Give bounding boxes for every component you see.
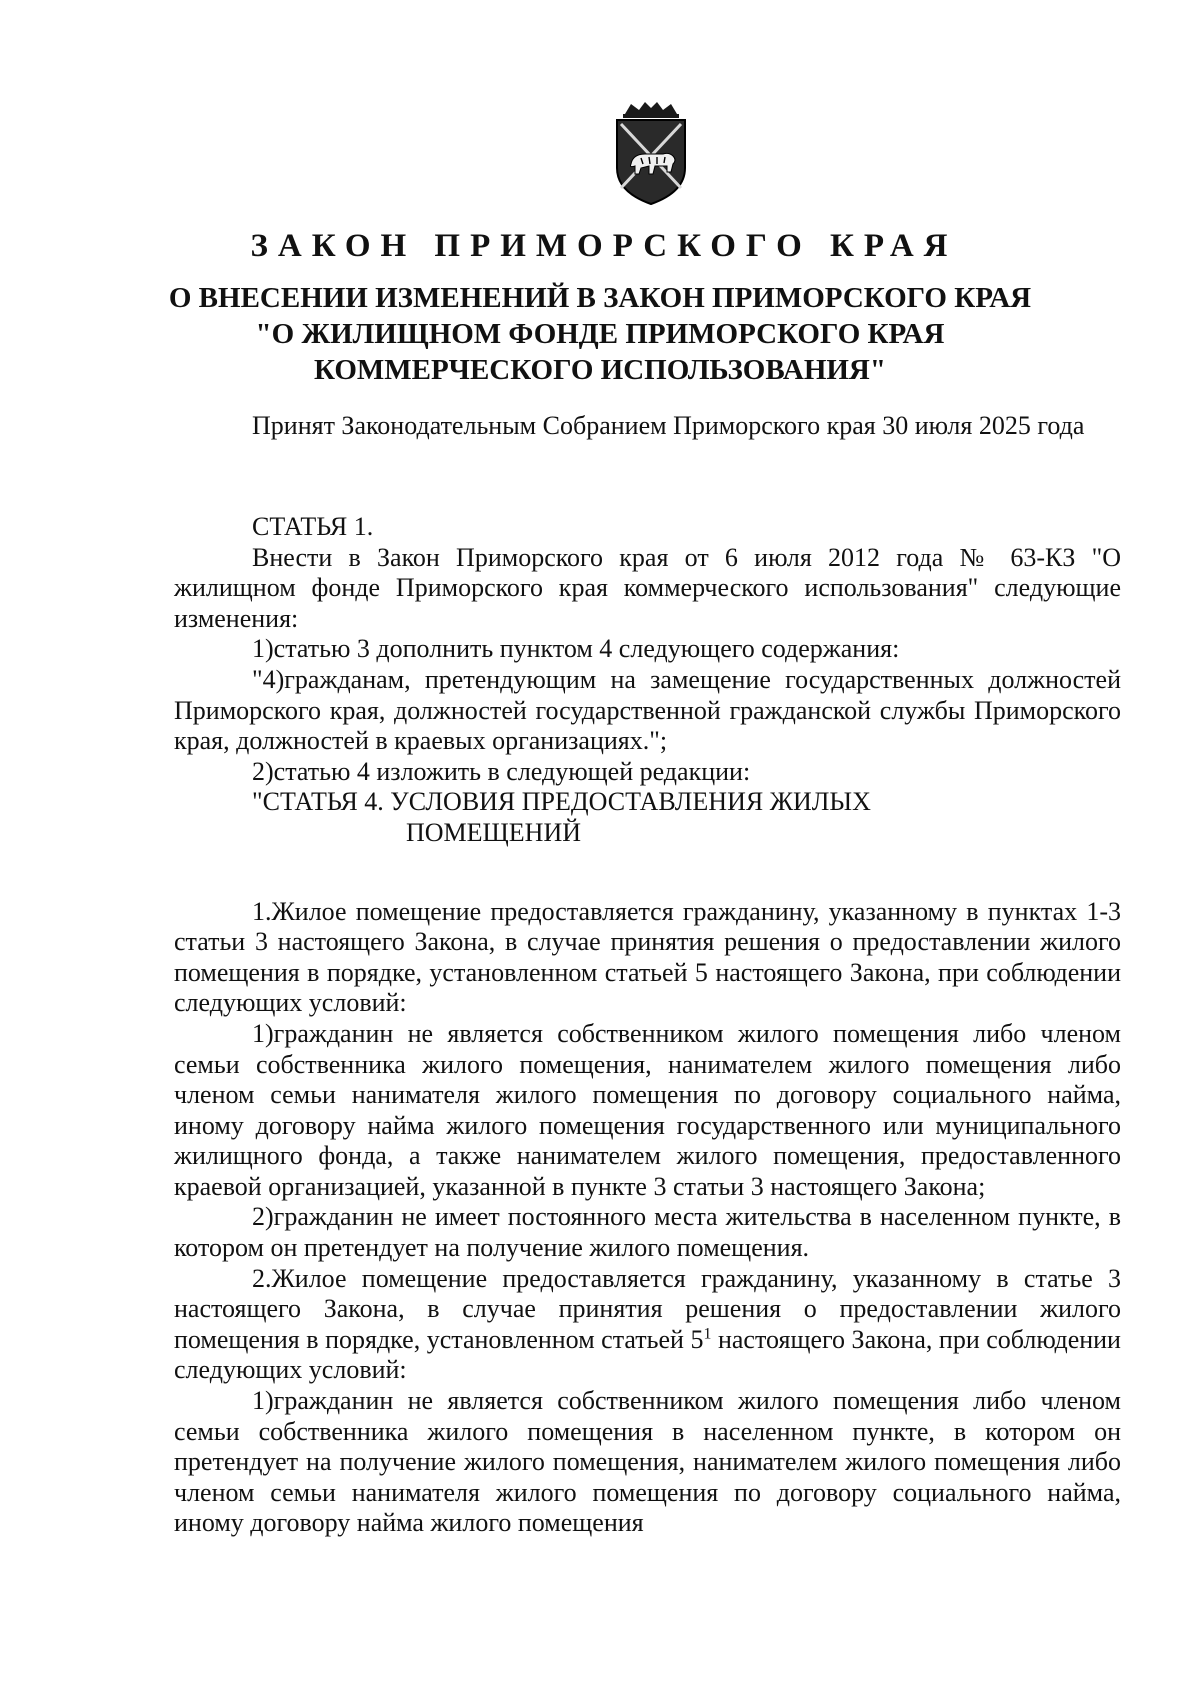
paragraph-text: 2.Жилое помещение предоставляется гражданину, указанному в статье 3 настоящего Закона, в случае принятия решения о предоставлении жилого помещения в порядке, установленном статьей 5 bbox=[174, 1263, 1121, 1354]
paragraph: "4)гражданам, претендующим на замещение государственных должностей Приморского края, должностей государственной гражданской службы Приморского края, должностей в краевых организациях."; bbox=[174, 664, 1121, 756]
paragraph: 2)статью 4 изложить в следующей редакции: bbox=[252, 756, 751, 786]
article4-heading bbox=[174, 787, 1121, 848]
article-label: СТАТЬЯ 1. bbox=[252, 512, 374, 541]
paragraph: 1)статью 3 дополнить пунктом 4 следующего содержания: bbox=[252, 634, 900, 664]
article-body bbox=[174, 512, 1121, 1539]
paragraph bbox=[174, 1264, 1121, 1386]
paragraph: 2)гражданин не имеет постоянного места жительства в населенном пункте, в котором он претендует на получение жилого помещения. bbox=[174, 1202, 1121, 1263]
superscript: 1 bbox=[703, 1325, 712, 1343]
law-subtitle bbox=[130, 280, 1070, 388]
subtitle-line: О ВНЕСЕНИИ ИЗМЕНЕНИЙ В ЗАКОН ПРИМОРСКОГО КРАЯ bbox=[168, 282, 1032, 314]
article4-heading-line2: ПОМЕЩЕНИЙ bbox=[406, 817, 581, 847]
paragraph: Внести в Закон Приморского края от 6 июля 2012 года № 63-КЗ "О жилищном фонде Приморского края коммерческого использования" следующие изменения: bbox=[174, 542, 1121, 633]
paragraph: 1)гражданин не является собственником жилого помещения либо членом семьи собственника жилого помещения в населенном пункте, в котором он претендует на получение жилого помещения, нанимателем жилого помещения либо членом семьи нанимателя жилого помещения по договору социального найма, иному договору найма жилого помещения bbox=[174, 1386, 1121, 1538]
law-title: ЗАКОН ПРИМОРСКОГО КРАЯ bbox=[250, 228, 958, 264]
subtitle-line: "О ЖИЛИЩНОМ ФОНДЕ ПРИМОРСКОГО КРАЯ bbox=[255, 318, 945, 350]
article4-heading-line1: "СТАТЬЯ 4. УСЛОВИЯ ПРЕДОСТАВЛЕНИЯ ЖИЛЫХ bbox=[252, 787, 871, 817]
subtitle-line: КОММЕРЧЕСКОГО ИСПОЛЬЗОВАНИЯ" bbox=[314, 354, 886, 386]
adoption-text: Принят Законодательным Собранием Приморского края 30 июля 2025 года bbox=[252, 411, 1085, 440]
coat-of-arms-icon bbox=[611, 102, 691, 206]
paragraph: 1)гражданин не является собственником жилого помещения либо членом семьи собственника жилого помещения, нанимателем жилого помещения либо членом семьи нанимателя жилого помещения по договору социального найма, иному договору найма жилого помещения государственного или муниципального жилищного фонда, а также нанимателем жилого помещения, предоставленного краевой организацией, указанной в пункте 3 статьи 3 настоящего Закона; bbox=[174, 1018, 1121, 1201]
paragraph-text: настоящего Закона, при соблюдении следующих условий: bbox=[174, 1324, 1121, 1385]
adoption-note bbox=[174, 411, 1121, 442]
paragraph: 1.Жилое помещение предоставляется гражданину, указанному в пунктах 1-3 статьи 3 настоящего Закона, в случае принятия решения о предоставлении жилого помещения в порядке, установленном статьей 5 настоящего Закона, при соблюдении следующих условий: bbox=[174, 896, 1121, 1018]
